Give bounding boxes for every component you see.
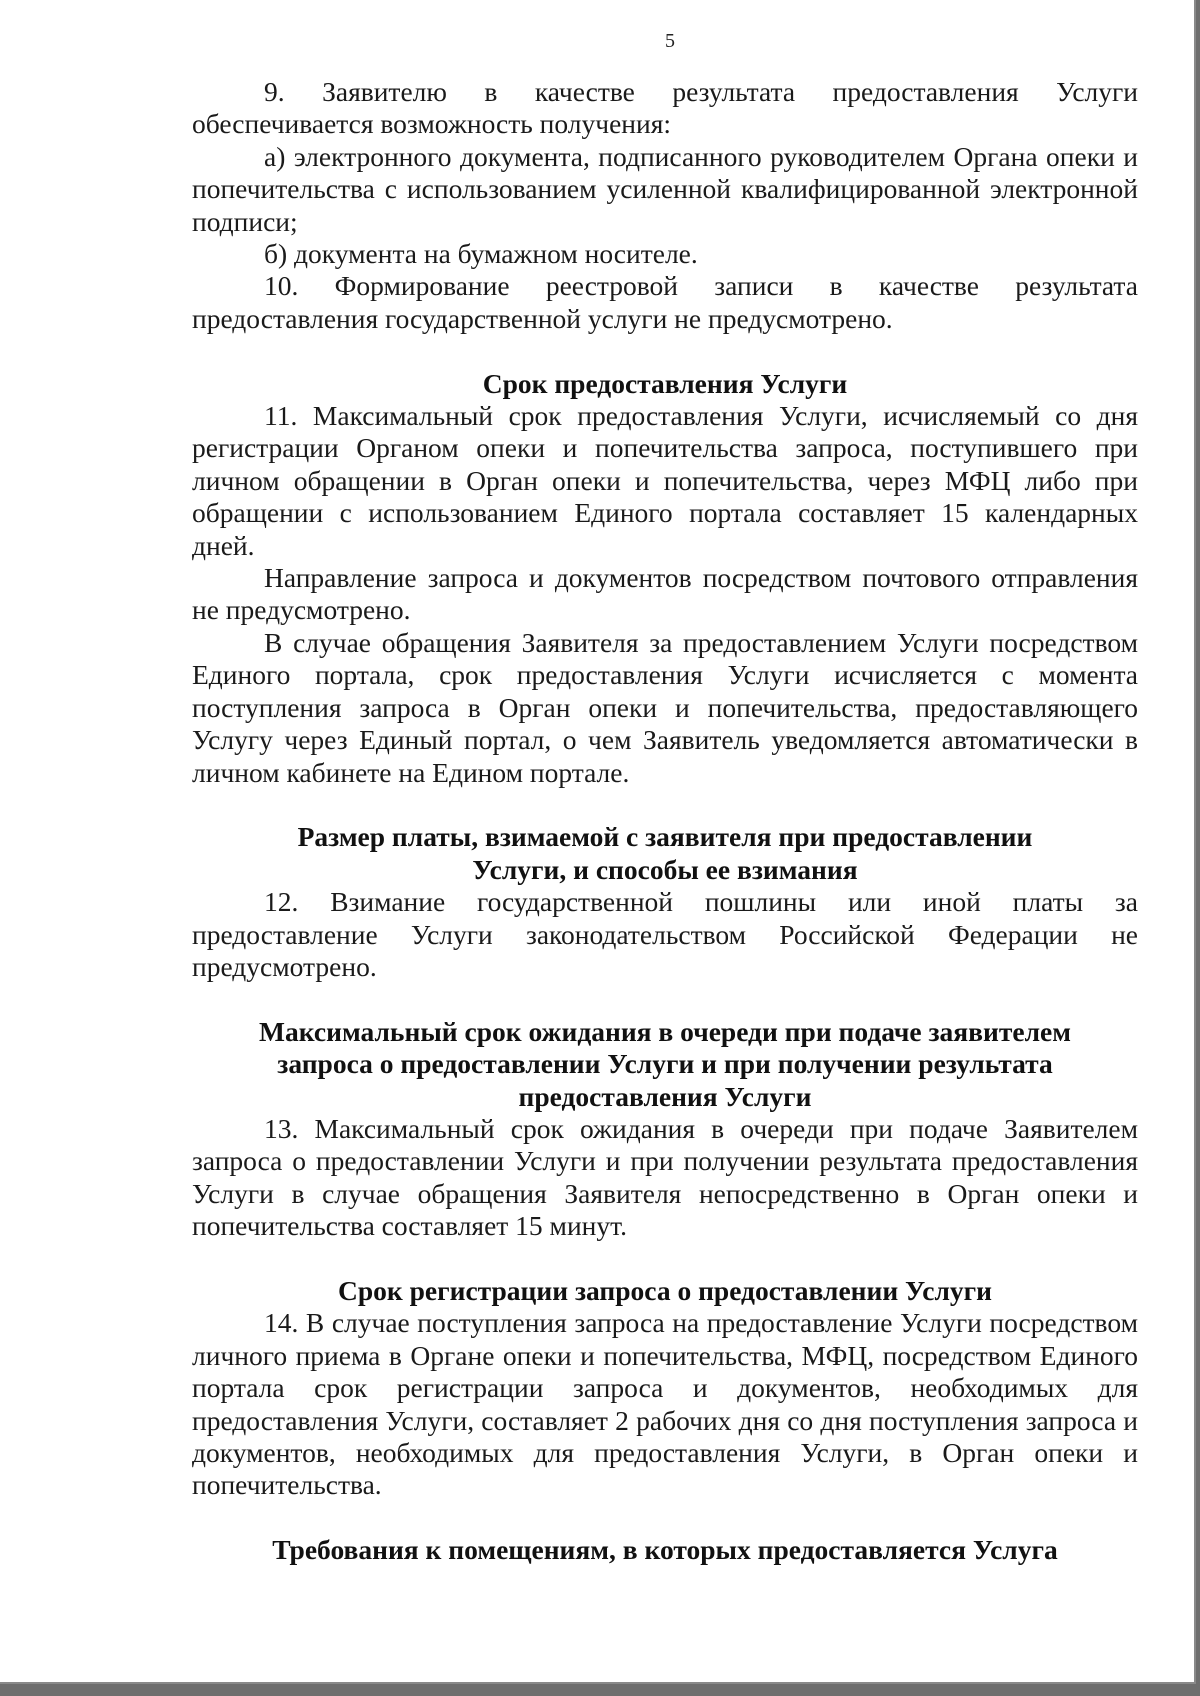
page-number: 5: [665, 30, 675, 52]
paragraph-9a: а) электронного документа, подписанного руководителем Органа опеки и попечительства с использованием усиленной квалифицированной электронной подписи;: [192, 140, 1138, 237]
paragraph-11: 11. Максимальный срок предоставления Услуги, исчисляемый со дня регистрации Органом опеки и попечительства запроса, поступившего при личном обращении в Орган опеки и попечительства, через МФЦ либо при обращении с использованием Единого портала составляет 15 календарных дней.: [192, 400, 1138, 561]
heading-service-term: Срок предоставления Услуги: [482, 367, 848, 399]
paragraph-11-portal: В случае обращения Заявителя за предоставлением Услуги посредством Единого портала, срок предоставления Услуги исчисляется с момента поступления запроса в Орган опеки и попечительства, предоставляющего Услугу через Единый портал, о чем Заявитель уведомляется автоматически в личном кабинете на Едином портале.: [192, 626, 1138, 788]
heading-fee-line2: Услуги, и способы ее взимания: [472, 853, 858, 885]
heading-queue-line2: запроса о предоставлении Услуги и при получении результата: [277, 1048, 1053, 1080]
heading-fee: [192, 821, 1138, 886]
heading-registration: Срок регистрации запроса о предоставлении Услуги: [338, 1274, 992, 1306]
paragraph-12: 12. Взимание государственной пошлины или иной платы за предоставление Услуги законодательством Российской Федерации не предусмотрено.: [192, 886, 1138, 982]
paragraph-9b: б) документа на бумажном носителе.: [264, 238, 698, 270]
heading-queue: [192, 1016, 1138, 1113]
heading-queue-line3: предоставления Услуги: [518, 1080, 812, 1112]
paragraph-13: 13. Максимальный срок ожидания в очереди при подаче Заявителем запроса о предоставлении Услуги и при получении результата предоставления Услуги в случае обращения Заявителя непосредственно в Орган опеки и попечительства составляет 15 минут.: [192, 1112, 1138, 1242]
paragraph-10: 10. Формирование реестровой записи в качестве результата предоставления государственной услуги не предусмотрено.: [192, 270, 1138, 334]
paragraph-14: 14. В случае поступления запроса на предоставление Услуги посредством личного приема в Органе опеки и попечительства, МФЦ, посредством Единого портала срок регистрации запроса и документов, необходимых для предоставления Услуги, составляет 2 рабочих дня со дня поступления запроса и документов, необходимых для предоставления Услуги, в Орган опеки и попечительства.: [192, 1307, 1138, 1501]
paragraph-11-mail: Направление запроса и документов посредством почтового отправления не предусмотрено.: [192, 562, 1138, 626]
heading-queue-line1: Максимальный срок ожидания в очереди при подаче заявителем: [259, 1015, 1071, 1047]
heading-fee-line1: Размер платы, взимаемой с заявителя при предоставлении: [297, 821, 1033, 853]
document-body: [192, 76, 1138, 1567]
paragraph-9: 9. Заявителю в качестве результата предоставления Услуги обеспечивается возможность получения:: [192, 76, 1138, 140]
heading-premises: Требования к помещениям, в которых предоставляется Услуга: [272, 1534, 1058, 1566]
